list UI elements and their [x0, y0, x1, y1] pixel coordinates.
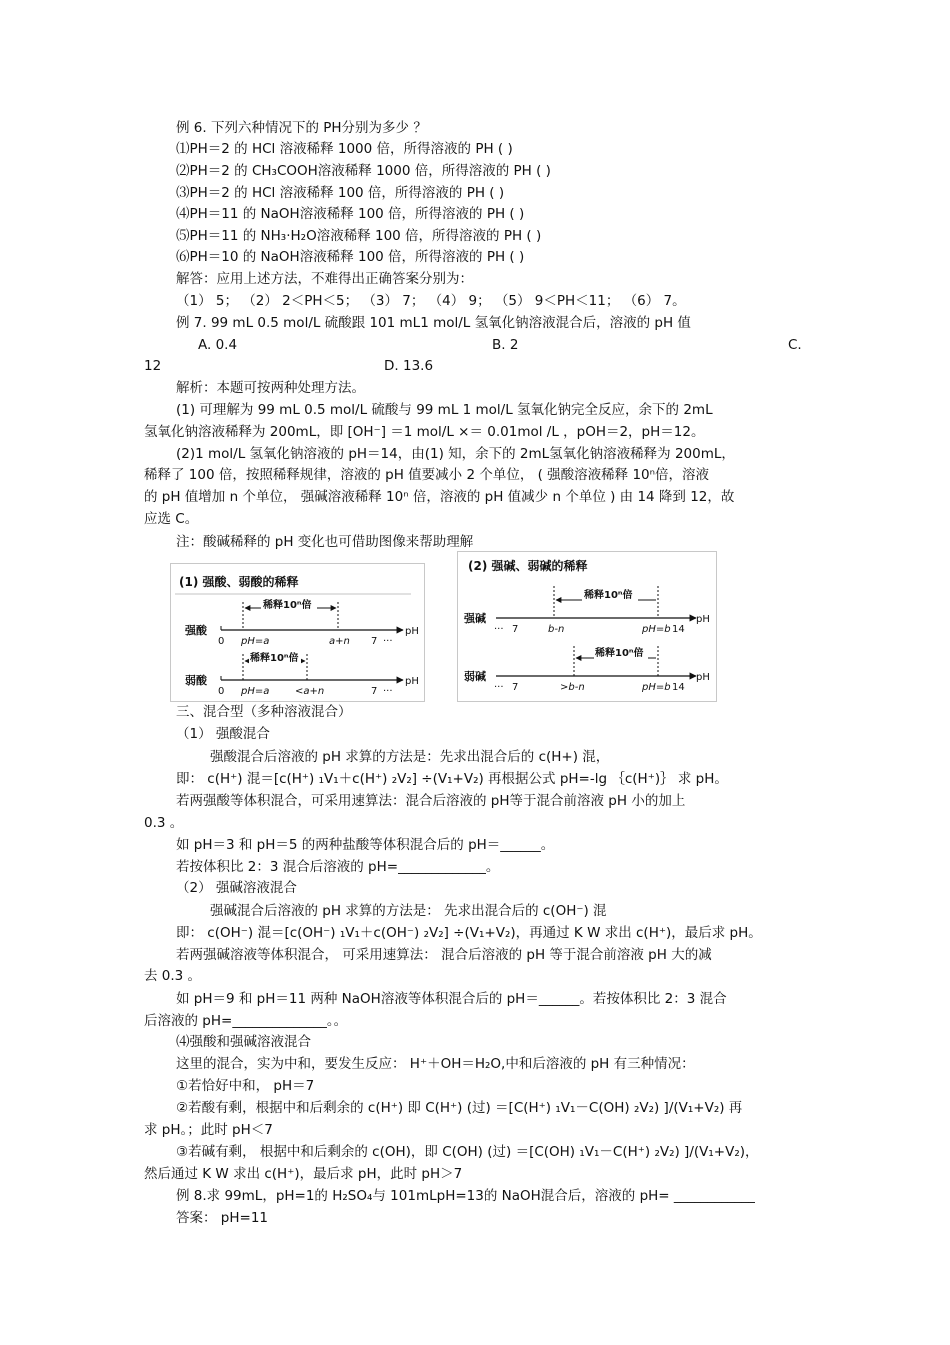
fig1-row1-label: 强酸: [185, 624, 207, 637]
fig2-ph-b-2: pH=b: [642, 682, 671, 693]
fig1-seven-1: 7: [371, 636, 378, 647]
fig2-seven-1: 7: [512, 624, 519, 635]
choice-a: A. 0.4: [198, 337, 238, 353]
analysis-method2-cont1: 稀释了 100 倍，按照稀释规律，溶液的 pH 值要减小 2 个单位， ( 强酸溶液稀释 10ⁿ倍，溶液: [144, 467, 710, 483]
example6-item4: ⑷PH＝11 的 NaOH溶液稀释 100 倍，所得溶液的 PH ( ): [176, 206, 525, 222]
answer-list: （1） 5； （2） 2＜PH＜5； （3） 7； （4） 9； （5） 9＜PH＜11； （6） 7。: [176, 293, 686, 309]
example6-item5: ⑸PH＝11 的 NH₃·H₂O溶液稀释 100 倍，所得溶液的 PH ( ): [176, 228, 542, 244]
case3-cont: 然后通过 K W 求出 c(H⁺)，最后求 pH，此时 pH＞7: [144, 1166, 463, 1182]
case2: ②若酸有剩，根据中和后剩余的 c(H⁺) 即 C(H⁺) (过) ＝[C(H⁺) ₁V₁－C(OH) ₂V₂) ]/(V₁+V₂) 再: [176, 1100, 743, 1116]
base-mix-shortcut: 若两强碱溶液等体积混合， 可采用速算法： 混合后溶液的 pH 等于混合前溶液 pH 大的减: [176, 947, 712, 963]
fig1-lt-a-plus-n: <a+n: [295, 686, 325, 697]
fig1-axis-1: pH: [405, 626, 419, 637]
fig2-dots-1: ···: [494, 624, 504, 635]
fig2-seven-2: 7: [512, 682, 519, 693]
base-mix-method: 强碱混合后溶液的 pH 求算的方法是： 先求出混合后的 c(OH⁻) 混: [210, 903, 607, 919]
fig1-title: (1) 强酸、弱酸的稀释: [179, 575, 299, 589]
fig1-dilute-label-1: 稀释10ⁿ倍: [263, 600, 312, 611]
base-mix-shortcut-cont: 去 0.3 。: [144, 968, 202, 984]
sub2-heading: （2） 强碱溶液混合: [176, 880, 297, 896]
fig1-row2-label: 弱酸: [185, 674, 207, 687]
case3: ③若碱有剩， 根据中和后剩余的 c(OH)，即 C(OH) (过) ＝[C(OH) ₁V₁－C(H⁺) ₂V₂) ]/(V₁+V₂)，: [176, 1144, 759, 1160]
analysis-method1: (1) 可理解为 99 mL 0.5 mol/L 硫酸与 99 mL 1 mol/L 氢氧化钠完全反应，余下的 2mL: [176, 402, 713, 418]
analysis-method1-cont: 氢氧化钠溶液稀释为 200mL，即 [OH⁻] ＝1 mol/L ×＝ 0.01mol /L ，pOH＝2，pH＝12。: [144, 424, 705, 440]
base-mix-example: 如 pH＝9 和 pH＝11 两种 NaOH溶液等体积混合后的 pH＝______。若按体积比 2：3 混合: [176, 991, 727, 1007]
fig1-dots-2: ···: [383, 686, 393, 697]
example6-item2: ⑵PH＝2 的 CH₃COOH溶液稀释 1000 倍，所得溶液的 PH ( ): [176, 163, 551, 179]
choice-c-value: 12: [144, 358, 162, 374]
fig1-dilute-label-2: 稀释10ⁿ倍: [250, 653, 299, 664]
acid-mix-shortcut-cont: 0.3 。: [144, 815, 184, 831]
fig1-zero-2: 0: [218, 686, 225, 697]
example6-item3: ⑶PH＝2 的 HCl 溶液稀释 100 倍，所得溶液的 PH ( ): [176, 185, 505, 201]
fig1-zero-1: 0: [218, 636, 225, 647]
fig1-a-plus-n: a+n: [329, 636, 350, 647]
acid-mix-method: 强酸混合后溶液的 pH 求算的方法是：先求出混合后的 c(H+) 混，: [210, 749, 610, 765]
example7-title: 例 7. 99 mL 0.5 mol/L 硫酸跟 101 mL1 mol/L 氢氧化钠溶液混合后，溶液的 pH 值: [176, 315, 691, 331]
acid-mix-formula: 即： c(H⁺) 混＝[c(H⁺) ₁V₁＋c(H⁺) ₂V₂] ÷(V₁+V₂) 再根据公式 pH=-lg ｛c(H⁺)｝ 求 pH。: [176, 771, 728, 787]
analysis-intro: 解析：本题可按两种处理方法。: [176, 380, 365, 396]
fig2-dilute-label-1: 稀释10ⁿ倍: [584, 590, 633, 601]
choice-d: D. 13.6: [384, 358, 434, 374]
acid-dilution-figure: [170, 563, 425, 702]
example6-item6: ⑹PH＝10 的 NaOH溶液稀释 100 倍，所得溶液的 PH ( ): [176, 249, 525, 265]
base-dilution-figure: [457, 551, 717, 702]
fig2-ph-b-1: pH=b: [642, 624, 671, 635]
choice-b: B. 2: [492, 337, 519, 353]
example8: 例 8.求 99mL，pH=1的 H₂SO₄与 101mLpH=13的 NaOH混合后，溶液的 pH= ____________: [176, 1188, 755, 1204]
acid-mix-shortcut: 若两强酸等体积混合，可采用速算法：混合后溶液的 pH等于混合前溶液 pH 小的加上: [176, 793, 686, 809]
case1: ①若恰好中和， pH＝7: [176, 1078, 315, 1094]
analysis-method2: (2)1 mol/L 氢氧化钠溶液的 pH＝14，由(1) 知，余下的 2mL氢氧化钠溶液稀释为 200mL，: [176, 446, 735, 462]
fig2-fourteen-2: 14: [672, 682, 685, 693]
analysis-method2-cont2: 的 pH 值增加 n 个单位， 强碱溶液稀释 10ⁿ 倍，溶液的 pH 值减少 n 个单位 ) 由 14 降到 12，故: [144, 489, 735, 505]
fig2-b-minus-n: b-n: [548, 624, 565, 635]
fig2-row2-label: 弱碱: [464, 670, 486, 683]
example8-answer: 答案： pH=11: [176, 1210, 269, 1226]
fig2-axis-2: pH: [696, 672, 710, 683]
fig1-axis-2: pH: [405, 676, 419, 687]
choice-c: C.: [788, 337, 802, 353]
fig2-fourteen-1: 14: [672, 624, 685, 635]
answer-intro: 解答：应用上述方法，不难得出正确答案分别为：: [176, 271, 473, 287]
neutralization-intro: 这里的混合，实为中和，要发生反应： H⁺＋OH＝H₂O,中和后溶液的 pH 有三种情况：: [176, 1056, 695, 1072]
acid-mix-example: 如 pH＝3 和 pH＝5 的两种盐酸等体积混合后的 pH＝______。: [176, 837, 555, 853]
fig1-dots-1: ···: [383, 636, 393, 647]
example6-title: 例 6. 下列六种情况下的 PH分别为多少 ？: [176, 120, 427, 136]
fig1-ph-a-2: pH=a: [241, 686, 270, 697]
fig2-dots-2: ···: [494, 682, 504, 693]
section3-heading: 三、混合型（多种溶液混合）: [176, 704, 352, 720]
example6-item1: ⑴PH＝2 的 HCl 溶液稀释 1000 倍，所得溶液的 PH ( ): [176, 141, 513, 157]
base-mix-example-cont: 后溶液的 pH=______________。。: [144, 1013, 348, 1029]
note-line: 注：酸碱稀释的 pH 变化也可借助图像来帮助理解: [176, 534, 474, 550]
case2-cont: 求 pH。；此时 pH＜7: [144, 1122, 273, 1138]
fig2-title: (2) 强碱、弱碱的稀释: [468, 559, 588, 573]
sub4-heading: ⑷强酸和强碱溶液混合: [176, 1034, 311, 1050]
fig2-axis-1: pH: [696, 614, 710, 625]
fig1-ph-a-1: pH=a: [241, 636, 270, 647]
acid-mix-ratio: 若按体积比 2：3 混合后溶液的 pH=_____________。: [176, 859, 500, 875]
fig2-row1-label: 强碱: [464, 612, 486, 625]
fig2-gt-b-minus-n: >b-n: [560, 682, 585, 693]
analysis-method2-cont3: 应选 C。: [144, 511, 199, 527]
fig2-dilute-label-2: 稀释10ⁿ倍: [595, 648, 644, 659]
base-mix-formula: 即： c(OH⁻) 混＝[c(OH⁻) ₁V₁＋c(OH⁻) ₂V₂] ÷(V₁+V₂)，再通过 K W 求出 c(H⁺)，最后求 pH。: [176, 925, 762, 941]
sub1-heading: （1） 强酸混合: [176, 726, 270, 742]
fig1-seven-2: 7: [371, 686, 378, 697]
